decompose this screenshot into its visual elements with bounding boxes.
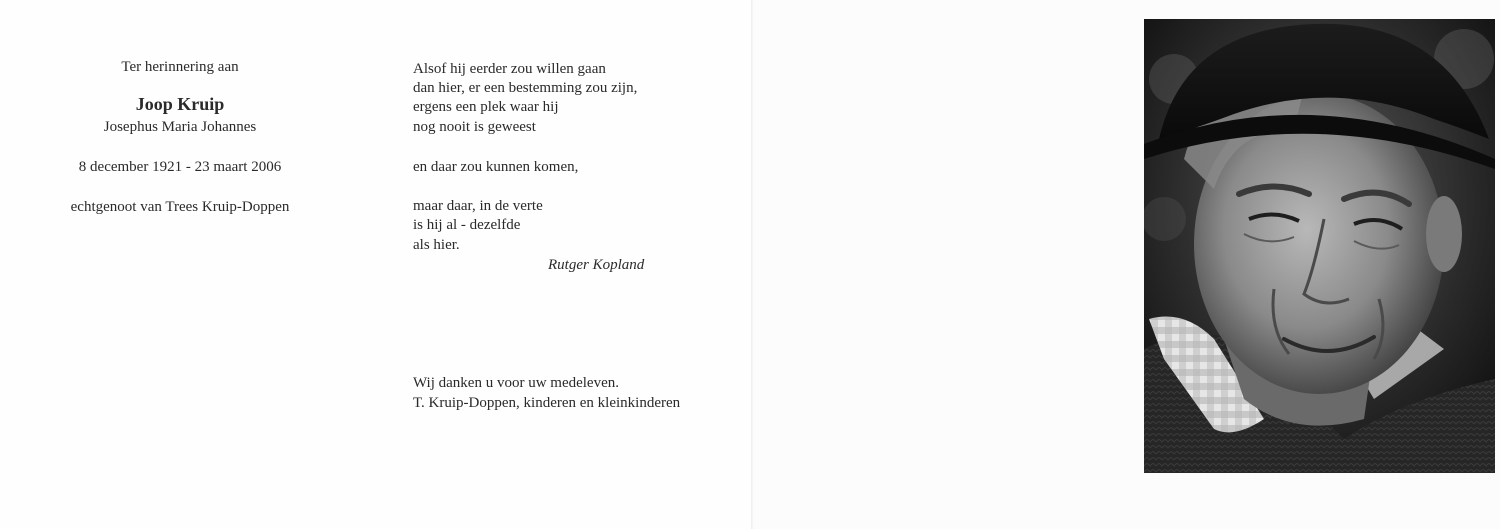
poem-line: als hier. [413,237,460,253]
deceased-name: Joop Kruip [135,94,225,114]
poem-line: is hij al - dezelfde [413,217,521,233]
poem-line: nog nooit is geweest [413,119,536,135]
thanks-signature: T. Kruip-Doppen, kinderen en kleinkinderen [413,395,681,411]
poem-line: maar daar, in de verte [413,198,543,214]
spouse-text: echtgenoot van Trees Kruip-Doppen [70,199,290,215]
poem-author: Rutger Kopland [548,257,645,273]
intro-text: Ter herinnering aan [121,59,239,75]
full-names: Josephus Maria Johannes [103,119,257,135]
life-dates: 8 december 1921 - 23 maart 2006 [78,159,282,175]
poem-line: en daar zou kunnen komen, [413,159,579,175]
card-fold [751,0,753,529]
poem-line: dan hier, er een bestemming zou zijn, [413,80,638,96]
thanks-line: Wij danken u voor uw medeleven. [413,375,620,391]
portrait-photo [1144,19,1495,473]
poem-line: Alsof hij eerder zou willen gaan [413,61,606,77]
portrait-drawing [1144,19,1495,473]
poem-line: ergens een plek waar hij [413,99,559,115]
